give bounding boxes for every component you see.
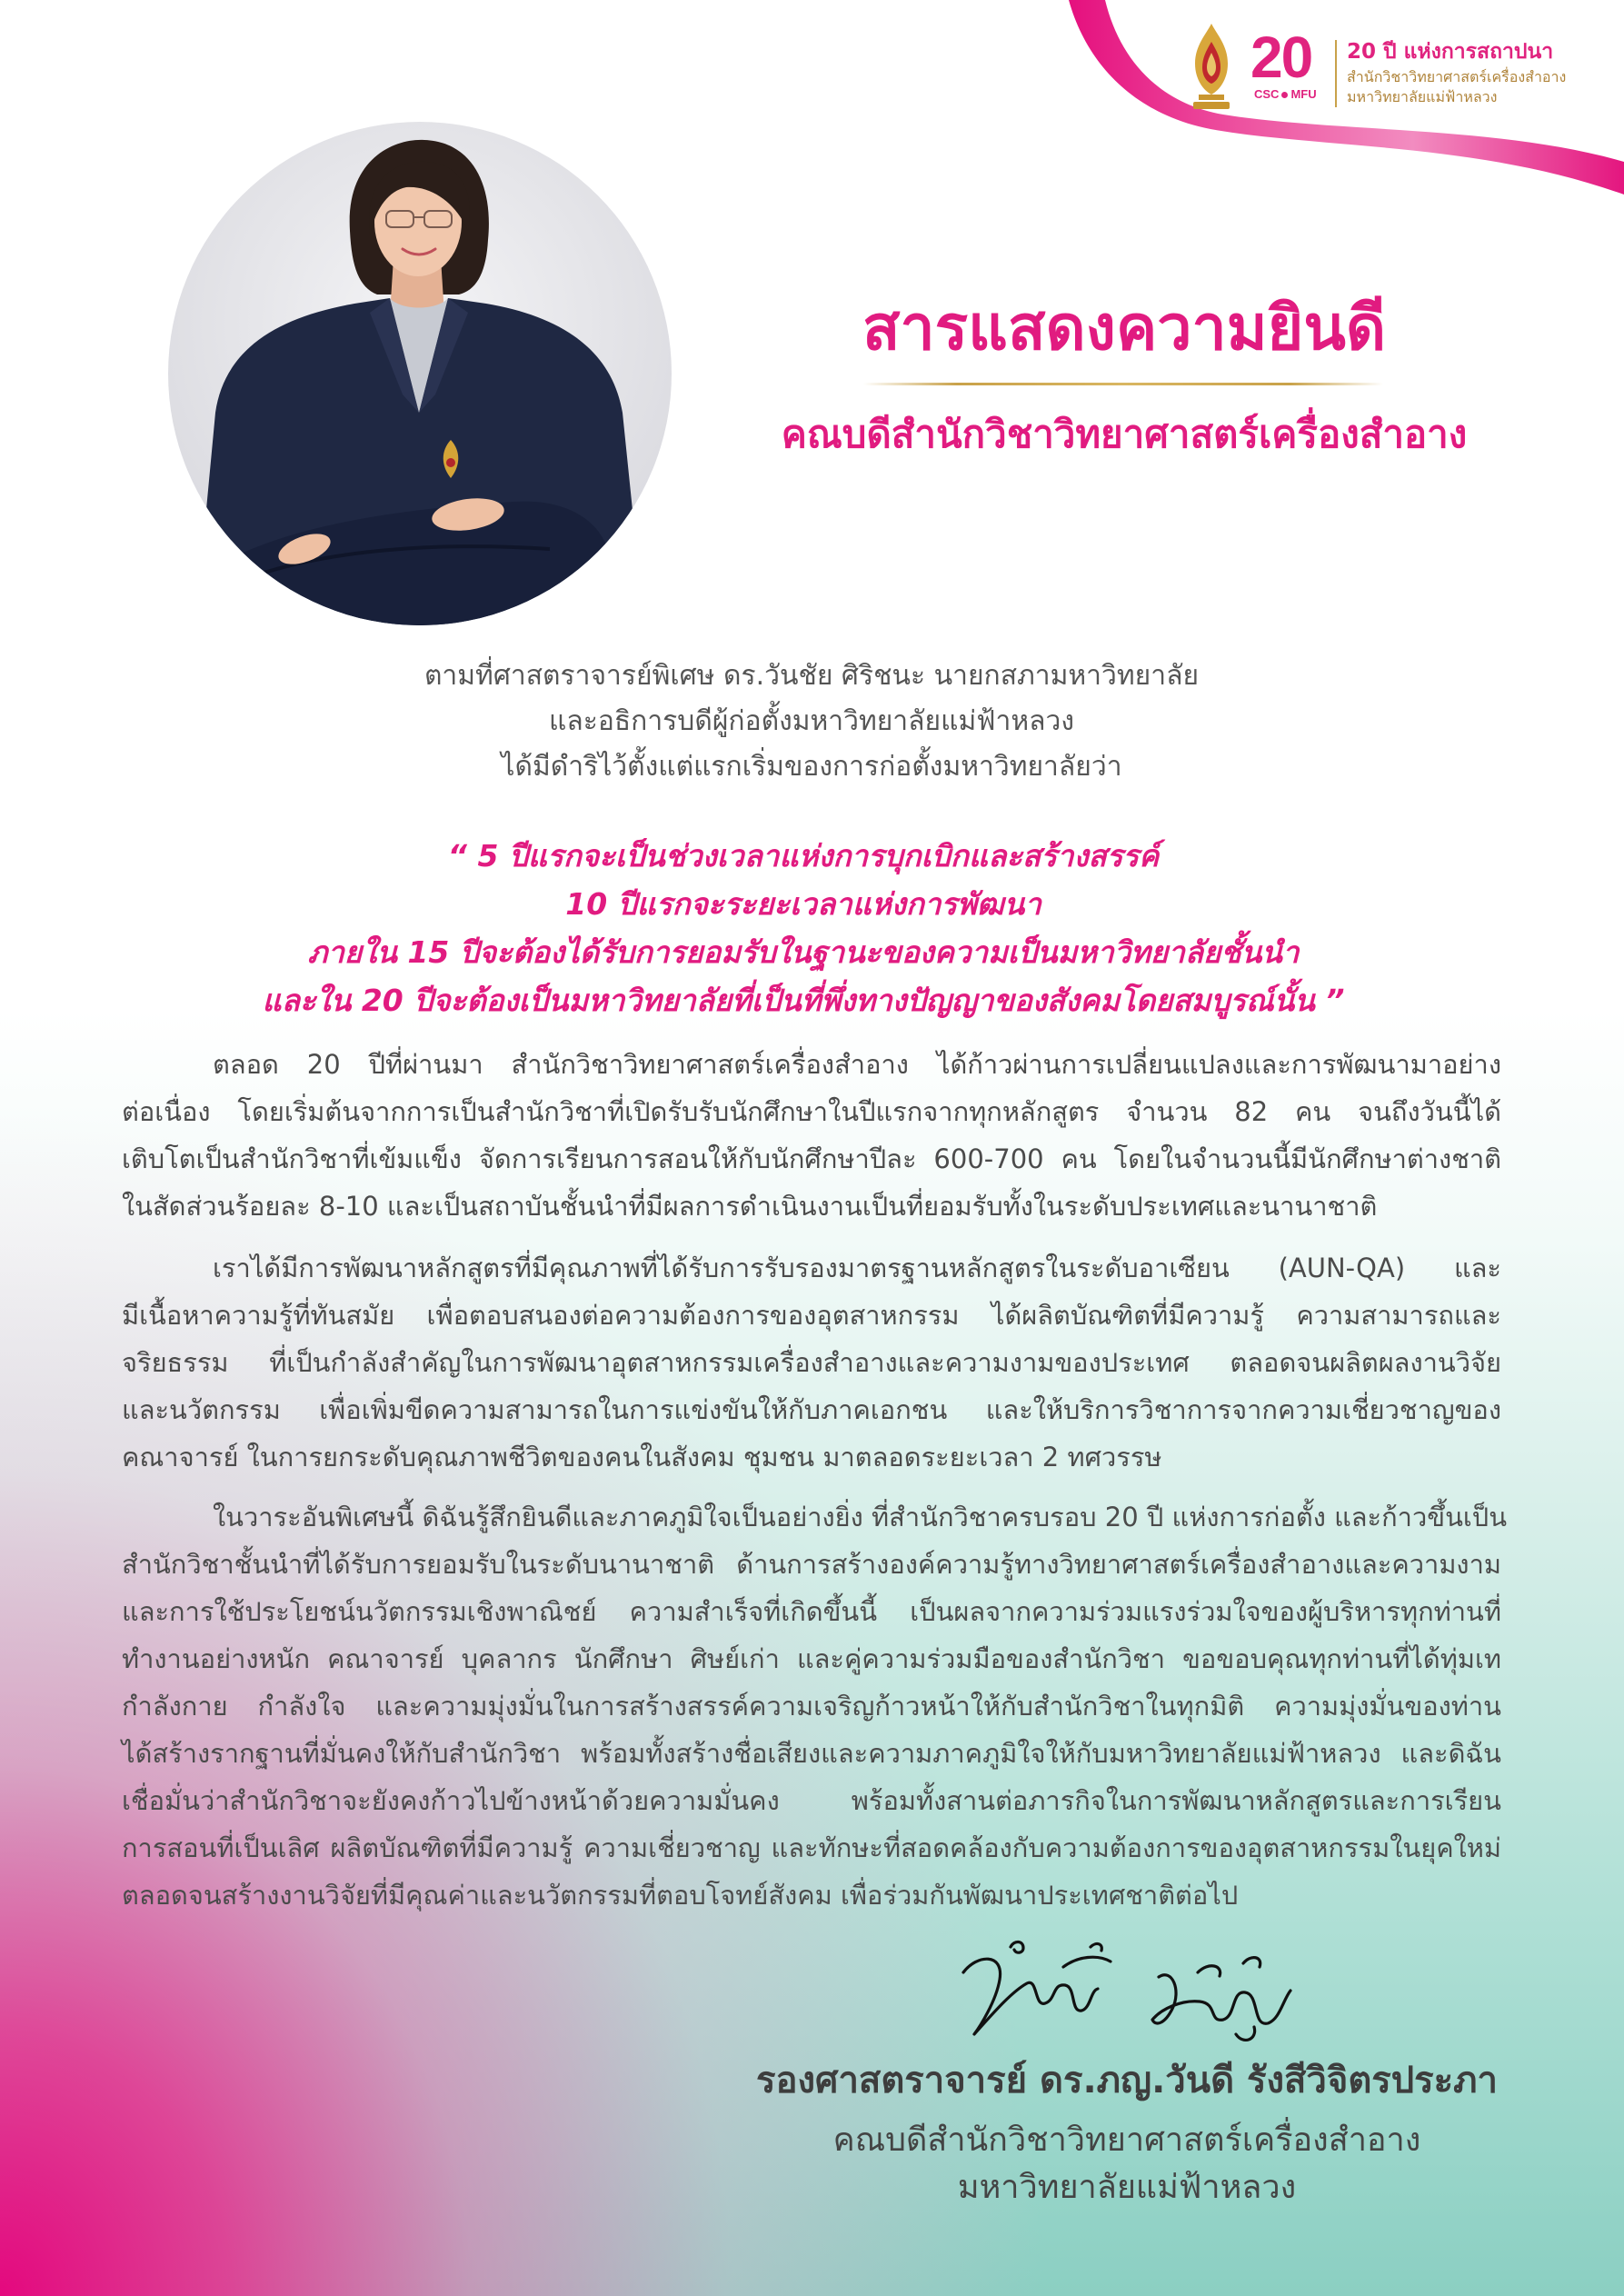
- signatory-university: มหาวิทยาลัยแม่ฟ้าหลวง: [957, 2169, 1297, 2206]
- quote-line: “ 5 ปีแรกจะเป็นช่วงเวลาแห่งการบุกเบิกและสร้างสรรค์: [447, 838, 1160, 873]
- body-line: และนวัตกรรม เพื่อเพิ่มขีดความสามารถในการแข่งขันให้กับภาคเอกชน และให้บริการวิชาการจากความเชี่ยวชาญของ: [122, 1394, 1501, 1425]
- body-line: เชื่อมั่นว่าสำนักวิชาจะยังคงก้าวไปข้างหน้าด้วยความมั่นคง พร้อมทั้งสานต่อภารกิจในการพัฒนาหลักสูตรและการเรียน: [122, 1785, 1501, 1816]
- body-line: ในวาระอันพิเศษนี้ ดิฉันรู้สึกยินดีและภาคภูมิใจเป็นอย่างยิ่ง ที่สำนักวิชาครบรอบ 20 ปี แห่งการก่อตั้ง และก้าวขึ้นเป็น: [213, 1502, 1508, 1532]
- body-line: ตลอดจนสร้างงานวิจัยที่มีคุณค่าและนวัตกรรมที่ตอบโจทย์สังคม เพื่อร่วมกันพัฒนาประเทศชาติต่อไป: [122, 1880, 1239, 1911]
- logo-csc-mfu: [1254, 87, 1317, 102]
- body-paragraph-3: [122, 1493, 1508, 1919]
- portrait-illustration: [168, 122, 672, 625]
- intro-line: และอธิการบดีผู้ก่อตั้งมหาวิทยาลัยแม่ฟ้าหลวง: [549, 705, 1074, 737]
- intro: [266, 654, 1357, 790]
- body-line: ทำงานอย่างหนัก คณาจารย์ บุคลากร นักศึกษา ศิษย์เก่า และคู่ความร่วมมือของสำนักวิชา ขอขอบคุณทุกท่านที่ได้ทุ่มเท: [122, 1643, 1501, 1674]
- handwritten-signature: [954, 1936, 1300, 2050]
- body-line: ได้สร้างรากฐานที่มั่นคงให้กับสำนักวิชา พร้อมทั้งสร้างชื่อเสียงและความภาคภูมิใจให้กับมหาวิทยาลัยแม่ฟ้าหลวง และดิฉัน: [122, 1738, 1501, 1769]
- intro-line: ตามที่ศาสตราจารย์พิเศษ ดร.วันชัย ศิริชนะ นายกสภามหาวิทยาลัย: [423, 660, 1200, 692]
- body-line: คณาจารย์ ในการยกระดับคุณภาพชีวิตของคนในสังคม ชุมชน มาตลอดระยะเวลา 2 ทศวรรษ: [122, 1442, 1162, 1472]
- body-paragraph-2: [122, 1244, 1501, 1481]
- logo-number: 20: [1250, 25, 1312, 90]
- body-line: เติบโตเป็นสำนักวิชาที่เข้มแข็ง จัดการเรียนการสอนให้กับนักศึกษาปีละ 600-700 คน โดยในจำนวนนี้มีนักศึกษาต่างชาติ: [122, 1143, 1501, 1174]
- logo-university: มหาวิทยาลัยแม่ฟ้าหลวง: [1347, 88, 1498, 105]
- quote-line: 10 ปีแรกจะระยะเวลาแห่งการพัฒนา: [565, 886, 1041, 922]
- anniversary-label: 20 ปี แห่งการสถาปนา: [1347, 40, 1554, 64]
- body-line: เราได้มีการพัฒนาหลักสูตรที่มีคุณภาพที่ได้รับการรับรองมาตรฐานหลักสูตรในระดับอาเซียน (AUN-QA) และ: [213, 1253, 1501, 1283]
- title-divider: [863, 383, 1383, 385]
- logo-divider: [1335, 40, 1337, 107]
- body-line: สำนักวิชาชั้นนำที่ได้รับการยอมรับในระดับนานาชาติ ด้านการสร้างองค์ความรู้ทางวิทยาศาสตร์เครื่องสำอางและความงาม: [122, 1549, 1501, 1580]
- body-line: การสอนที่เป็นเลิศ ผลิตบัณฑิตที่มีความรู้ ความเชี่ยวชาญ และทักษะที่สอดคล้องกับความต้องการของอุตสาหกรรมในยุคใหม่: [122, 1832, 1501, 1863]
- body-line: ต่อเนื่อง โดยเริ่มต้นจากการเป็นสำนักวิชาที่เปิดรับรับนักศึกษาในปีแรกจากทุกหลักสูตร จำนวน 82 คน จนถึงวันนี้ได้: [122, 1096, 1501, 1127]
- body-line: ตลอด 20 ปีที่ผ่านมา สำนักวิชาวิทยาศาสตร์เครื่องสำอาง ได้ก้าวผ่านการเปลี่ยนแปลงและการพัฒนามาอย่าง: [213, 1049, 1501, 1080]
- portrait-photo: [168, 122, 672, 625]
- body-line: และการใช้ประโยชน์นวัตกรรมเชิงพาณิชย์ ความสำเร็จที่เกิดขึ้นนี้ เป็นผลจากความร่วมแรงร่วมใจของผู้บริหารทุกท่านที่: [122, 1596, 1501, 1627]
- logo-faculty: สำนักวิชาวิทยาศาสตร์เครื่องสำอาง: [1347, 68, 1567, 85]
- heart-icon: [1281, 92, 1288, 98]
- signatory-position: คณบดีสำนักวิชาวิทยาศาสตร์เครื่องสำอาง: [832, 2121, 1421, 2159]
- logo-mfu: MFU: [1290, 87, 1317, 101]
- signatory-name: รองศาสตราจารย์ ดร.ภญ.วันดี รังสีวิจิตรประภา: [756, 2060, 1498, 2101]
- founder-quote: [167, 832, 1440, 1024]
- page-subtitle: คณบดีสำนักวิชาวิทยาศาสตร์เครื่องสำอาง: [781, 412, 1468, 456]
- body-line: กำลังกาย กำลังใจ และความมุ่งมั่นในการสร้างสรรค์ความเจริญก้าวหน้าให้กับสำนักวิชาในทุกมิติ ความมุ่งมั่นของท่าน: [122, 1691, 1501, 1722]
- mfu-emblem-icon: [1186, 22, 1237, 111]
- body-line: มีเนื้อหาความรู้ที่ทันสมัย เพื่อตอบสนองต่อความต้องการของอุตสาหกรรม ได้ผลิตบัณฑิตที่มีความรู้ ความสามารถและ: [122, 1300, 1501, 1331]
- body-line: จริยธรรม ที่เป็นกำลังสำคัญในการพัฒนาอุตสาหกรรมเครื่องสำอางและความงามของประเทศ ตลอดจนผลิตผลงานวิจัย: [122, 1347, 1501, 1378]
- header-swoosh: [1045, 0, 1624, 218]
- letter-body: [122, 1041, 1508, 1919]
- body-line: ในสัดส่วนร้อยละ 8-10 และเป็นสถาบันชั้นนำที่มีผลการดำเนินงานเป็นที่ยอมรับทั้งในระดับประเทศและนานาชาติ: [122, 1191, 1378, 1222]
- quote-line: และใน 20 ปีจะต้องเป็นมหาวิทยาลัยที่เป็นที่พึ่งทางปัญญาของสังคมโดยสมบูรณ์นั้น ”: [262, 983, 1345, 1018]
- body-paragraph-1: [122, 1041, 1501, 1230]
- quote-line: ภายใน 15 ปีจะต้องได้รับการยอมรับในฐานะของความเป็นมหาวิทยาลัยชั้นนำ: [307, 934, 1300, 970]
- page-title: สารแสดงความยินดี: [862, 293, 1387, 364]
- intro-line: ได้มีดำริไว้ตั้งแต่แรกเริ่มของการก่อตั้งมหาวิทยาลัยว่า: [501, 751, 1122, 783]
- logo-csc: CSC: [1254, 87, 1280, 101]
